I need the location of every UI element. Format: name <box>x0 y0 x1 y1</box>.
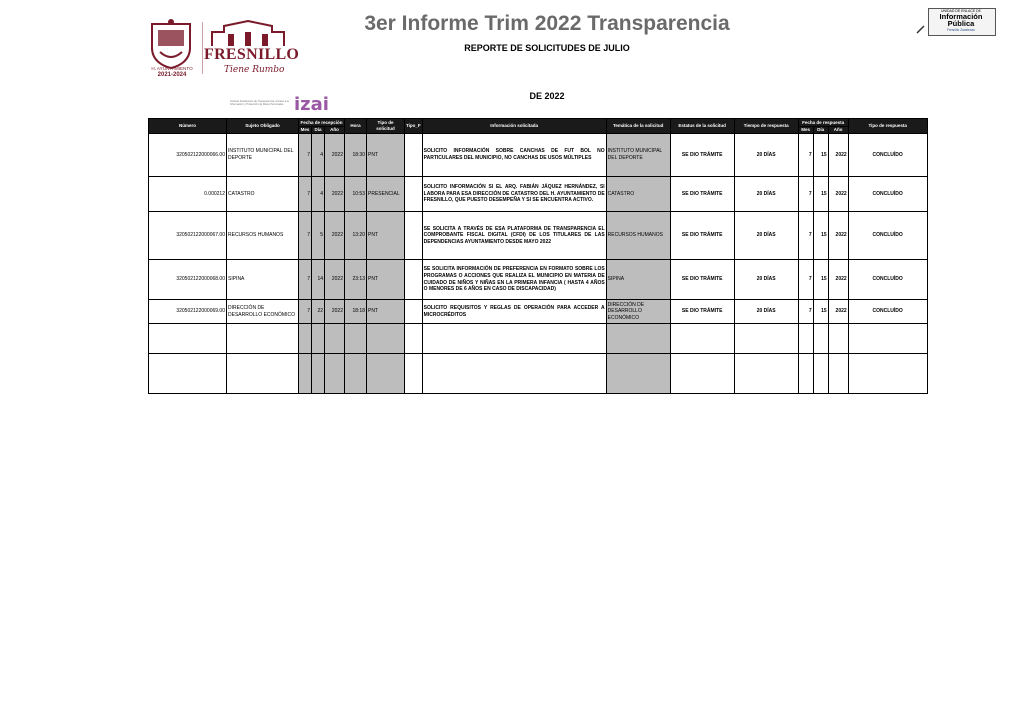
cell-tipo: PNT <box>367 260 405 300</box>
col-numero: Número <box>149 119 227 134</box>
unidad-sub-label: Fresnillo Zacatecas <box>947 28 975 32</box>
cell-empty <box>813 354 828 394</box>
col-hora: Hora <box>345 119 367 134</box>
informacion-publica-logo <box>912 8 996 42</box>
cell-info: SOLICITO INFORMACIÓN SOBRE CANCHAS DE FUT BOL NO PARTICULARES DEL MUNICIPIO, NO CANCHAS DE USOS MÚLTIPLES <box>422 134 606 177</box>
col-anio: Año <box>325 127 345 134</box>
izai-description: Instituto Zacatecano de Transparencia, Acceso a la Información y Protección de Datos Personales <box>230 100 289 107</box>
cell-sujeto: INSTITUTO MUNICIPAL DEL DEPORTE <box>227 134 299 177</box>
cell-r-anio: 2022 <box>828 177 848 212</box>
cell-dia: 22 <box>312 300 325 324</box>
requests-table <box>148 118 928 394</box>
col-mes: Mes <box>299 127 312 134</box>
slogan: Tiene Rumbo <box>224 65 285 75</box>
cell-empty <box>828 324 848 354</box>
cell-tiempo: 20 DÍAS <box>734 134 798 177</box>
izai-logo <box>228 94 342 115</box>
cell-sujeto: SIPINA <box>227 260 299 300</box>
cell-estatus: SE DIO TRÁMITE <box>670 212 734 260</box>
cell-empty <box>734 354 798 394</box>
page-subtitle: REPORTE DE SOLICITUDES DE JULIO <box>464 43 630 53</box>
cell-empty <box>848 324 927 354</box>
cell-tipo-respuesta: CONCLUÍDO <box>848 300 927 324</box>
cell-tipo-f <box>405 177 423 212</box>
cell-tipo: PNT <box>367 212 405 260</box>
cell-tematica: RECURSOS HUMANOS <box>606 212 670 260</box>
cell-empty <box>606 354 670 394</box>
cell-estatus: SE DIO TRÁMITE <box>670 300 734 324</box>
cell-empty <box>299 354 312 394</box>
cell-r-mes: 7 <box>798 300 813 324</box>
cell-mes: 7 <box>299 260 312 300</box>
cell-empty <box>798 324 813 354</box>
cell-info: SE SOLICITA A TRAVÉS DE ESA PLATAFORMA DE TRANSPARENCIA EL COMPROBANTE FISCAL DIGITAL (CFDI) DE LOS TITULARES DE LAS DEPENDENCIAS AYUNTAMIENTO DESDE MAYO 2022 <box>422 212 606 260</box>
group-fecha-recepcion: Fecha de recepción <box>300 119 343 125</box>
page-title: 3er Informe Trim 2022 Transparencia <box>364 12 730 35</box>
cell-empty <box>312 354 325 394</box>
cell-r-dia: 15 <box>813 212 828 260</box>
cell-empty <box>405 324 423 354</box>
cell-tipo-respuesta: CONCLUÍDO <box>848 134 927 177</box>
cell-anio: 2022 <box>325 212 345 260</box>
ayuntamiento-label: H. AYUNTAMIENTO <box>151 66 193 71</box>
col-tipo-f: Tipo_F <box>405 119 423 134</box>
cell-hora: 13:20 <box>345 212 367 260</box>
period-label: 2021-2024 <box>157 72 187 78</box>
cell-tipo: PRESENCIAL <box>367 177 405 212</box>
cell-tipo-f <box>405 212 423 260</box>
cell-dia: 4 <box>312 134 325 177</box>
cell-r-anio: 2022 <box>828 260 848 300</box>
cell-sujeto: CATASTRO <box>227 177 299 212</box>
cell-dia: 5 <box>312 212 325 260</box>
col-sujeto: Sujeto Obligado <box>227 119 299 134</box>
cell-tematica: SIPINA <box>606 260 670 300</box>
col-tematica: Temática de la solicitud <box>606 119 670 134</box>
cell-empty <box>312 324 325 354</box>
cell-hora: 10:53 <box>345 177 367 212</box>
cell-r-mes: 7 <box>798 134 813 177</box>
col-r-anio: Año <box>828 127 848 134</box>
cell-empty <box>813 324 828 354</box>
cell-tipo-f <box>405 300 423 324</box>
cell-tipo-f <box>405 260 423 300</box>
cell-empty <box>422 354 606 394</box>
cell-anio: 2022 <box>325 177 345 212</box>
cell-empty <box>227 354 299 394</box>
cell-r-dia: 15 <box>813 134 828 177</box>
cell-anio: 2022 <box>325 134 345 177</box>
cell-numero: 320502122000069.00 <box>149 300 227 324</box>
cell-tematica: DIRECCIÓN DE DESARROLLO ECONÓMICO <box>606 300 670 324</box>
cell-tiempo: 20 DÍAS <box>734 177 798 212</box>
cell-info: SOLICITO REQUISITOS Y REGLAS DE OPERACIÓN PARA ACCEDER A MICROCRÉDITOS <box>422 300 606 324</box>
cell-tipo-respuesta: CONCLUÍDO <box>848 260 927 300</box>
cell-anio: 2022 <box>325 300 345 324</box>
table-row <box>149 134 928 177</box>
cell-empty <box>325 354 345 394</box>
table-row-empty <box>149 354 928 394</box>
cell-empty <box>606 324 670 354</box>
table-row-empty <box>149 324 928 354</box>
table-row <box>149 300 928 324</box>
cell-sujeto: DIRECCIÓN DE DESARROLLO ECONÓMICO <box>227 300 299 324</box>
cell-empty <box>848 354 927 394</box>
cell-empty <box>828 354 848 394</box>
cell-empty <box>325 324 345 354</box>
cell-empty <box>345 354 367 394</box>
town-name: FRESNILLO <box>204 46 300 63</box>
col-tipo-solicitud: Tipo de solicitud <box>367 119 405 134</box>
unidad-label: UNIDAD DE ENLACE DE <box>940 9 982 13</box>
cell-dia: 14 <box>312 260 325 300</box>
cell-numero: 320502122000066.00 <box>149 134 227 177</box>
cell-empty <box>367 324 405 354</box>
cell-numero: 320502122000068.00 <box>149 260 227 300</box>
cell-mes: 7 <box>299 212 312 260</box>
cell-tipo: PNT <box>367 134 405 177</box>
cell-r-mes: 7 <box>798 177 813 212</box>
cell-estatus: SE DIO TRÁMITE <box>670 260 734 300</box>
cell-tipo-respuesta: CONCLUÍDO <box>848 212 927 260</box>
cell-tiempo: 20 DÍAS <box>734 300 798 324</box>
table-row <box>149 177 928 212</box>
informacion-label: Información <box>939 12 983 21</box>
cell-tiempo: 20 DÍAS <box>734 260 798 300</box>
report-year: DE 2022 <box>529 91 565 101</box>
cell-tematica: INSTITUTO MUNICIPAL DEL DEPORTE <box>606 134 670 177</box>
cell-r-mes: 7 <box>798 212 813 260</box>
cell-empty <box>227 324 299 354</box>
publica-label: Pública <box>947 19 975 28</box>
cell-empty <box>670 354 734 394</box>
col-tipo-respuesta: Tipo de respuesta <box>848 119 927 134</box>
cell-estatus: SE DIO TRÁMITE <box>670 134 734 177</box>
col-dia: Día <box>312 127 325 134</box>
cell-estatus: SE DIO TRÁMITE <box>670 177 734 212</box>
cell-info: SOLICITO INFORMACIÓN SI EL ARQ. FABIÁN JÁQUEZ HERNÁNDEZ, SI LABORA PARA ESA DIRECCIÓN DE CATASTRO DEL H. AYUNTAMIENTO DE FRESNILLO, QUE PUESTO DESEMPEÑA Y SI SE ENCUENTRA ACTIVO. <box>422 177 606 212</box>
izai-wordmark: izai <box>294 94 329 115</box>
col-r-mes: Mes <box>798 127 813 134</box>
cell-tipo-f <box>405 134 423 177</box>
cell-hora: 18:18 <box>345 300 367 324</box>
cell-r-anio: 2022 <box>828 212 848 260</box>
cell-numero: 320502122000067.00 <box>149 212 227 260</box>
cell-empty <box>367 354 405 394</box>
cell-hora: 23:13 <box>345 260 367 300</box>
cell-empty <box>734 324 798 354</box>
cell-sujeto: RECURSOS HUMANOS <box>227 212 299 260</box>
cell-tipo-respuesta: CONCLUÍDO <box>848 177 927 212</box>
cell-empty <box>670 324 734 354</box>
cell-info: SE SOLICITA INFORMACIÓN DE PREFERENCIA EN FORMATO SOBRE LOS PROGRAMAS O ACCIONES QUE REALIZA EL MUNICIPIO EN MATERIA DE CUIDADO DE NIÑOS Y NIÑAS EN LA PRIMERA INFANCIA ( HASTA 4 AÑOS O MENORES DE 6 AÑOS EN CASO DE DISCAPACIDAD) <box>422 260 606 300</box>
col-r-dia: Día <box>813 127 828 134</box>
cell-mes: 7 <box>299 300 312 324</box>
cell-numero: 0.000212 <box>149 177 227 212</box>
col-tiempo: Tiempo de respuesta <box>734 119 798 134</box>
cell-empty <box>405 354 423 394</box>
cell-r-anio: 2022 <box>828 300 848 324</box>
cell-r-dia: 15 <box>813 300 828 324</box>
cell-hora: 18:30 <box>345 134 367 177</box>
cell-empty <box>299 324 312 354</box>
cell-empty <box>149 354 227 394</box>
cell-tipo: PNT <box>367 300 405 324</box>
cell-mes: 7 <box>299 177 312 212</box>
cell-empty <box>345 324 367 354</box>
cell-empty <box>149 324 227 354</box>
table-row <box>149 212 928 260</box>
cell-r-dia: 15 <box>813 177 828 212</box>
col-estatus: Estatus de la solicitud <box>670 119 734 134</box>
cell-r-mes: 7 <box>798 260 813 300</box>
group-fecha-respuesta: Fecha de respuesta <box>798 119 848 127</box>
magnifier-icon <box>916 22 928 34</box>
cell-empty <box>422 324 606 354</box>
col-info: Información solicitada <box>422 119 606 134</box>
cell-empty <box>798 354 813 394</box>
cell-anio: 2022 <box>325 260 345 300</box>
cell-tiempo: 20 DÍAS <box>734 212 798 260</box>
cell-dia: 4 <box>312 177 325 212</box>
table-row <box>149 260 928 300</box>
cell-r-dia: 15 <box>813 260 828 300</box>
cell-mes: 7 <box>299 134 312 177</box>
cell-r-anio: 2022 <box>828 134 848 177</box>
cell-tematica: CATASTRO <box>606 177 670 212</box>
